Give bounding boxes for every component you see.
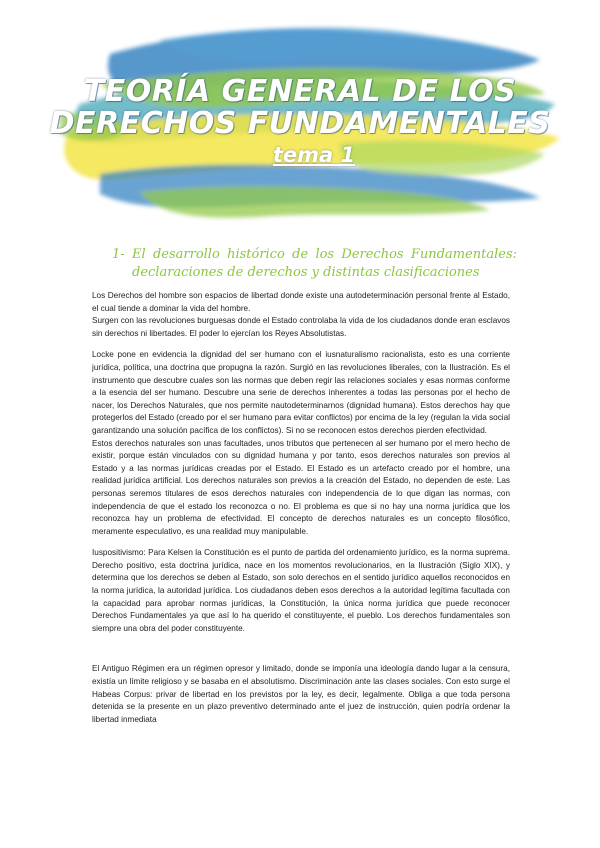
paragraph: Locke pone en evidencia la dignidad del ser humano con el iusnaturalismo racionalista, esto es una corriente jurídica, política, una doctrina que propugna la razón. Surgió en las revoluciones liberales, con la Ilustración. Es el instrumento que descubre cuales son las normas que deben regir las relaciones sociales y esas normas conforme a la esencia del ser humano. Descubre una serie de derechos inherentes a todas las personas por el hecho de nacer, los Derechos Naturales, que nos permite nautodeterminarnos (dignidad humana). Estos derechos hay que protegerlos del Estado (creado por el ser humano para evitar conflictos) por encima de la ley (regulan la vida social garantizando una solución pacífica de los conflictos). Si no se reconocen estos derechos pierden efectividad.	[92, 350, 510, 435]
document-title-line1: TEORÍA GENERAL DE LOS	[83, 74, 517, 109]
paragraph: Surgen con las revoluciones burguesas donde el Estado controlaba la vida de los ciudadanos donde eran esclavos sin derechos ni libertades. El poder lo ejercían los Reyes Absolutistas.	[92, 316, 510, 338]
paragraph: Los Derechos del hombre son espacios de libertad donde existe una autodeterminación personal frente al Estado, el cual tiende a dominar la vida del hombre.	[92, 291, 510, 313]
document-title-line2: DERECHOS FUNDAMENTALES	[49, 106, 551, 141]
section-number: 1-	[112, 247, 125, 262]
document-subtitle	[0, 143, 600, 167]
paragraph: Estos derechos naturales son unas facultades, unos tributos que pertenecen al ser humano por el mero hecho de existir, porque están vinculados con su dignidad humana y por tanto, esos derechos naturales son previos al Estado y a las normas jurídicas creadas por el Estado. El Estado es un artefacto creado por el hombre, una realidad jurídica artificial. Los derechos naturales son previos a la creación del Estado, no dependen de este. Las personas seremos titulares de esos derechos naturales con independencia de lo que digan las normas, con independencia de que el estado los reconozca o no. El problema es que si no hay una norma jurídica que los reconozca hay un problema de efectividad. El concepto de derechos naturales es un concepto filosófico, meramente especulativo, es una realidad muy manipulable.	[92, 438, 510, 536]
subtitle-text: tema 1	[272, 143, 356, 167]
body-text	[92, 290, 510, 726]
section-heading	[112, 246, 517, 282]
paragraph: El Antiguo Régimen era un régimen opresor y limitado, donde se imponía una ideología dando lugar a la censura, existía un límite religioso y se basaba en el absolutismo. Discriminación ante las clases sociales. Con esto surge el Habeas Corpus: privar de libertad en los previstos por la ley, es decir, legalmente. Obliga a que toda persona detenida se la presente en un plazo preventivo determinado ante el juez de instrucción, quien podría ordenar la libertad inmediata	[92, 664, 510, 724]
section-title: El desarrollo histórico de los Derechos Fundamentales: declaraciones de derechos y distintas clasificaciones	[132, 247, 517, 280]
paragraph: Iuspositivismo: Para Kelsen la Constitución es el punto de partida del ordenamiento jurídico, es la norma suprema. Derecho positivo, esta doctrina jurídica, nace en los momentos revolucionarios, en la Ilustración (Siglo XIX), y determina que los derechos se deben al Estado, son solo derechos en el sentido jurídico aquellos reconocidos en la norma jurídica, la autoridad jurídica. Los ciudadanos deben esos derechos a la autoridad legítima facultada con la capacidad para aprobar normas jurídicas, la Constitución, la única norma jurídica que puede reconocer Derechos Fundamentales ya que así lo ha querido el constituyente, el pueblo. Los derechos fundamentales son siempre una obra del poder constituyente.	[92, 548, 510, 633]
